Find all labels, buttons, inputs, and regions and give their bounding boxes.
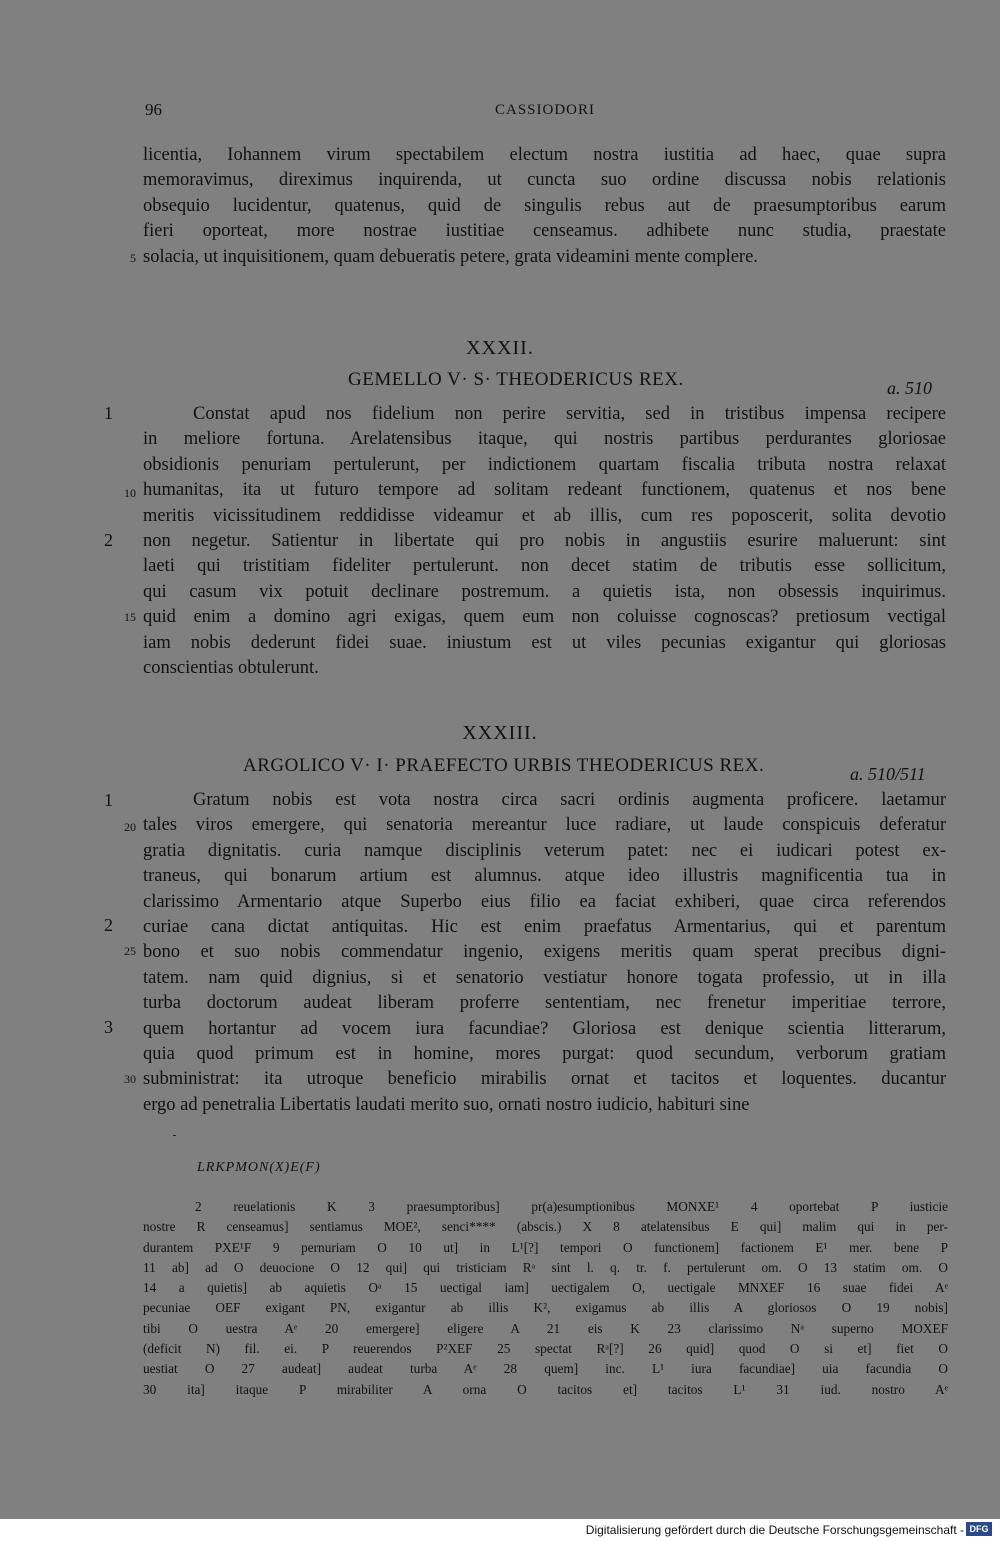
letter-number: XXXII. [466,337,534,359]
apparatus-line: 11 ab] ad O deuocione O 12 qui] qui tristiciam Rᵃ sint l. q. tr. f. pertulerunt om. O 13 statim om. O [143,1259,948,1275]
text-line: fieri oporteat, more nostrae iustitiae censeamus. adhibete nunc studia, praestate [143,221,946,242]
letter-body [143,788,946,1118]
apparatus-line: durantem PXE¹F 9 pernuriam O 10 ut] in L¹[?] tempori O functionem] factionem E¹ mer. bene P [143,1239,948,1255]
text-line: tales viros emergere, qui senatoria mereantur luce radiare, ut laude conspicuis deferatur [143,815,946,836]
line-number: 10 [124,486,136,500]
page-number: 96 [145,100,162,119]
section-number: 1 [104,790,113,810]
text-line: turba doctorum audeat liberam proferre sententiam, nec frenetur imperitiae terrore, [143,993,946,1014]
text-line: Gratum nobis est vota nostra circa sacri ordinis augmenta proficere. laetamur [193,790,946,810]
text-line: in meliore fortuna. Arelatensibus itaque, qui nostris partibus perdurantes gloriosae [143,429,946,450]
line-number: 25 [124,944,136,958]
line-number: 30 [124,1072,136,1086]
text-line: iam nobis dederunt fidei suae. iniustum est ut viles pecunias exigantur qui gloriosas [143,632,946,653]
critical-apparatus [143,1197,948,1400]
text-line: quem hortantur ad vocem iura facundiae? Gloriosa est denique scientia litterarum, [143,1018,946,1039]
line-number: 20 [124,820,136,834]
text-line: curiae cana dictat antiquitas. Hic est enim praefatus Armentarius, qui et parentum [143,916,946,937]
apparatus-line: uestiat O 27 audeat] audeat turba Aᵉ 28 quem] inc. L¹ iura facundiae] uia facundia O [143,1361,948,1377]
line-number: 15 [124,610,136,624]
letter-heading: GEMELLO V· S· THEODERICUS REX. [348,369,684,390]
footer-bar [0,1519,1000,1541]
running-title: CASSIODORI [494,102,595,118]
apparatus-line: nostre R censeamus] sentiamus MOE², senci**** (abscis.) X 8 atelatensibus E qui] malim qui in per- [143,1219,948,1235]
text-line: gratia dignitatis. curia namque disciplinis veterum patet: nec ei iudicari potest ex- [143,840,946,861]
letter-heading: ARGOLICO V· I· PRAEFECTO URBIS THEODERICUS REX. [243,755,765,776]
dfg-logo: DFG [966,1522,992,1536]
text-line: humanitas, ita ut futuro tempore ad solitam redeant functionem, quatenus et nos bene [143,480,946,501]
apparatus-line: 2 reuelationis K 3 praesumptoribus] pr(a)esumptionibus MONXE¹ 4 oportebat P iusticie [195,1199,948,1214]
text-line: quid enim a domino agri exigas, quem eum non coluisse cognoscas? pretiosum vectigal [143,607,946,628]
apparatus-line: (deficit N) fil. ei. P reuerendos P²XEF 25 spectat Rᵃ[?] 26 quid] quod O si et] fiet O [143,1341,948,1357]
letter-date: a. 510/511 [850,764,926,784]
section-number: 2 [104,915,113,935]
section-number: 2 [104,530,113,550]
line-number: 5 [130,251,136,265]
apparatus-line: 30 ita] itaque P mirabiliter A orna O tacitos et] tacitos L¹ 31 iud. nostro Aᵉ [143,1381,948,1397]
text-line: meritis vicissitudinem reddidisse videamur et ab illis, cum res poposcerit, solita devotio [143,505,946,526]
text-line: memoravimus, direximus inquirenda, ut cuncta suo ordine discussa nobis relationis [143,170,946,191]
text-line: tatem. nam quid dignius, si et senatorio vestiatur honore togata professio, ut in illa [143,967,946,988]
apparatus-line: pecuniae OEF exigant PN, exigantur ab illis K², exigamus ab illis A gloriosos O 19 nobis] [143,1300,948,1316]
letter-number: XXXIII. [462,722,538,744]
manuscript-sigla: LRKPMON(X)E(F) [197,1160,321,1175]
letter-body [143,402,946,681]
letter-date: a. 510 [887,378,932,398]
text-line: clarissimo Armentario atque Superbo eius filio ea faciat exhiberi, quae circa referendos [143,891,946,912]
text-line: conscientias obtulerunt. [143,657,319,678]
intro-paragraph [143,143,946,270]
apparatus-line: 14 a quietis] ab aquietis Oᵃ 15 uectigal iam] uectigalem O, uectigale MNXEF 16 suae fidei Aᵉ [143,1280,948,1296]
text-line: obsidionis penuriam pertulerunt, per indictionem quartam fiscalia tributa nostra relaxat [143,454,946,475]
text-line: non negetur. Satientur in libertate qui pro nobis in angustiis esurire maluerunt: sint [143,530,946,551]
text-line: laeti qui tristitiam fideliter pertulerunt. non decet statim de tributis esse sollicitum, [143,556,946,577]
text-line: obsequio lucidentur, quatenus, quid de singulis rebus aut de praesumptoribus earum [143,195,946,216]
text-line: bono et suo nobis commendatur ingenio, exigens meritis quam sperat precibus digni- [143,942,946,963]
text-line: Constat apud nos fidelium non perire servitia, sed in tristibus impensa recipere [193,404,946,424]
text-line: subministrat: ita utroque beneficio mirabilis ornat et tacitos et loquentes. ducantur [143,1069,946,1090]
section-number: 1 [104,403,113,423]
text-line: licentia, Iohannem virum spectabilem electum nostra iustitia ad haec, quae supra [143,145,946,165]
apparatus-line: tibi O uestra Aᵉ 20 emergere] eligere A 21 eis K 23 clarissimo Nᵃ superno MOXEF [143,1320,948,1336]
running-head [145,100,945,124]
text-line: quia quod primum est in homine, mores purgat: quod secundum, verborum gratiam [143,1043,946,1064]
text-line: ergo ad penetralia Libertatis laudati merito suo, ornati nostro iudicio, habituri sine [143,1094,750,1115]
funding-notice: Digitalisierung gefördert durch die Deutsche Forschungsgemeinschaft - [585,1523,964,1537]
section-number: 3 [104,1017,113,1037]
separator-mark [173,1135,176,1136]
text-line: solacia, ut inquisitionem, quam debueratis petere, grata videamini mente complere. [143,246,758,267]
text-line: traneus, qui bonarum artium est alumnus. atque ideo illustris magnificentia tua in [143,866,946,887]
text-line: qui casum vix potuit declinare postremum. a quietis ista, non obsessis inquirimus. [143,581,946,602]
